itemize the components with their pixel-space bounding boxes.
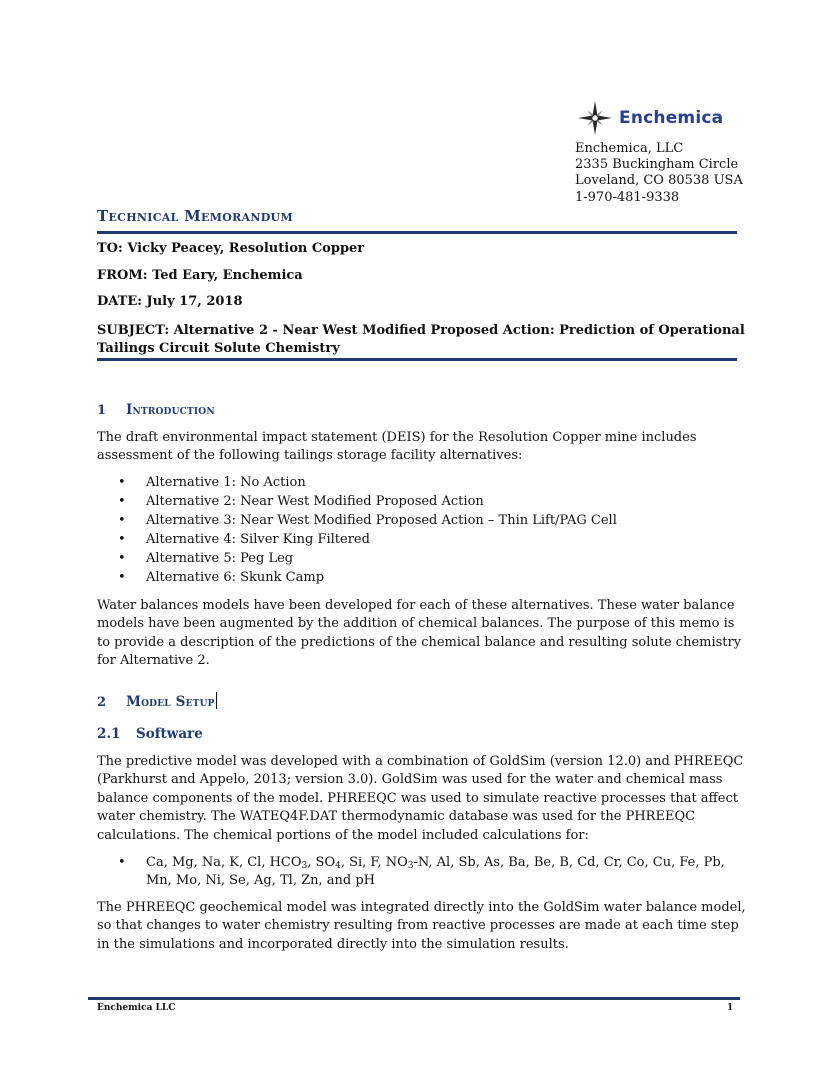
software-paragraph-2: The PHREEQC geochemical model was integrated directly into the GoldSim water balance model, so that changes to water chemistry resulting from reactive processes are made at each time step in the simulations and incorporated directly into the simulation results. [97,900,746,952]
memo-subject: SUBJECT: Alternative 2 - Near West Modified Proposed Action: Prediction of Operational Tailings Circuit Solute Chemistry [97,323,745,356]
intro-paragraph-2: Water balances models have been developed for each of these alternatives. These water balance models have been augmented by the addition of chemical balances. The purpose of this memo is to provide a description of the predictions of the chemical balance and resulting solute chemistry for Alternative 2. [97,598,742,669]
address-line: 2335 Buckingham Circle [575,157,739,173]
software-paragraph-1: The predictive model was developed with a combination of GoldSim (version 12.0) and PHREEQC (Parkhurst and Appelo, 2013; version 3.0). GoldSim was used for the water and chemical mass balance components of the model. PHREEQC was used to simulate reactive processes that affect water chemistry. The WATEQ4F.DAT thermodynamic database was used for the PHREEQC calculations. The chemical portions of the model included calculations for: [97,754,744,843]
page-number: 1 [727,1003,734,1013]
header-rule-bottom [97,358,737,361]
company-address [575,141,743,206]
address-line: 1-970-481-9338 [575,189,680,205]
memo-date: DATE: July 17, 2018 [97,294,243,309]
intro-paragraph-1: The draft environmental impact statement (DEIS) for the Resolution Copper mine includes assessment of the following tailings storage facility alternatives: [97,430,697,464]
text-cursor [216,692,217,709]
subsection-number: 2.1 [97,726,121,742]
address-line: Enchemica, LLC [575,141,684,156]
header-rule-top [97,231,737,234]
section-title: Introduction [126,402,215,418]
address-line: Loveland, CO 80538 USA [575,173,743,189]
section-number: 1 [97,403,107,418]
section-title: Model Setup [126,694,215,710]
brand-name: Enchemica [619,108,724,128]
subsection-title: Software [136,726,203,742]
chemistry-list-item: • Ca, Mg, Na, K, Cl, $HCO_3$, $SO_4$, Si, F, $NO_3-N$, Al, Sb, As, Ba, Be, B, Cd, Cr, Co, Cu, Fe, Pb, Mn, Mo, Ni, Se, Ag, Tl, Zn, and pH [118,854,738,891]
subsection-heading-software [97,726,203,742]
footer-company: Enchemica LLC [97,1003,176,1013]
company-logo [577,100,723,136]
compass-rose-icon [577,100,613,136]
footer-rule [88,997,740,1000]
section-heading-introduction [97,402,215,418]
memo-title: Technical Memorandum [97,207,293,225]
section-heading-model-setup [97,692,217,710]
memo-to: TO: Vicky Peacey, Resolution Copper [97,241,365,256]
memo-from: FROM: Ted Eary, Enchemica [97,268,303,283]
section-number: 2 [97,695,107,710]
chemistry-list-text: Ca, Mg, Na, K, Cl, $HCO_3$, $SO_4$, Si, F, $NO_3-N$, Al, Sb, As, Ba, Be, B, Cd, Cr, Co, Cu, Fe, Pb, Mn, Mo, Ni, Se, Ag, Tl, Zn, and pH [146,855,725,889]
